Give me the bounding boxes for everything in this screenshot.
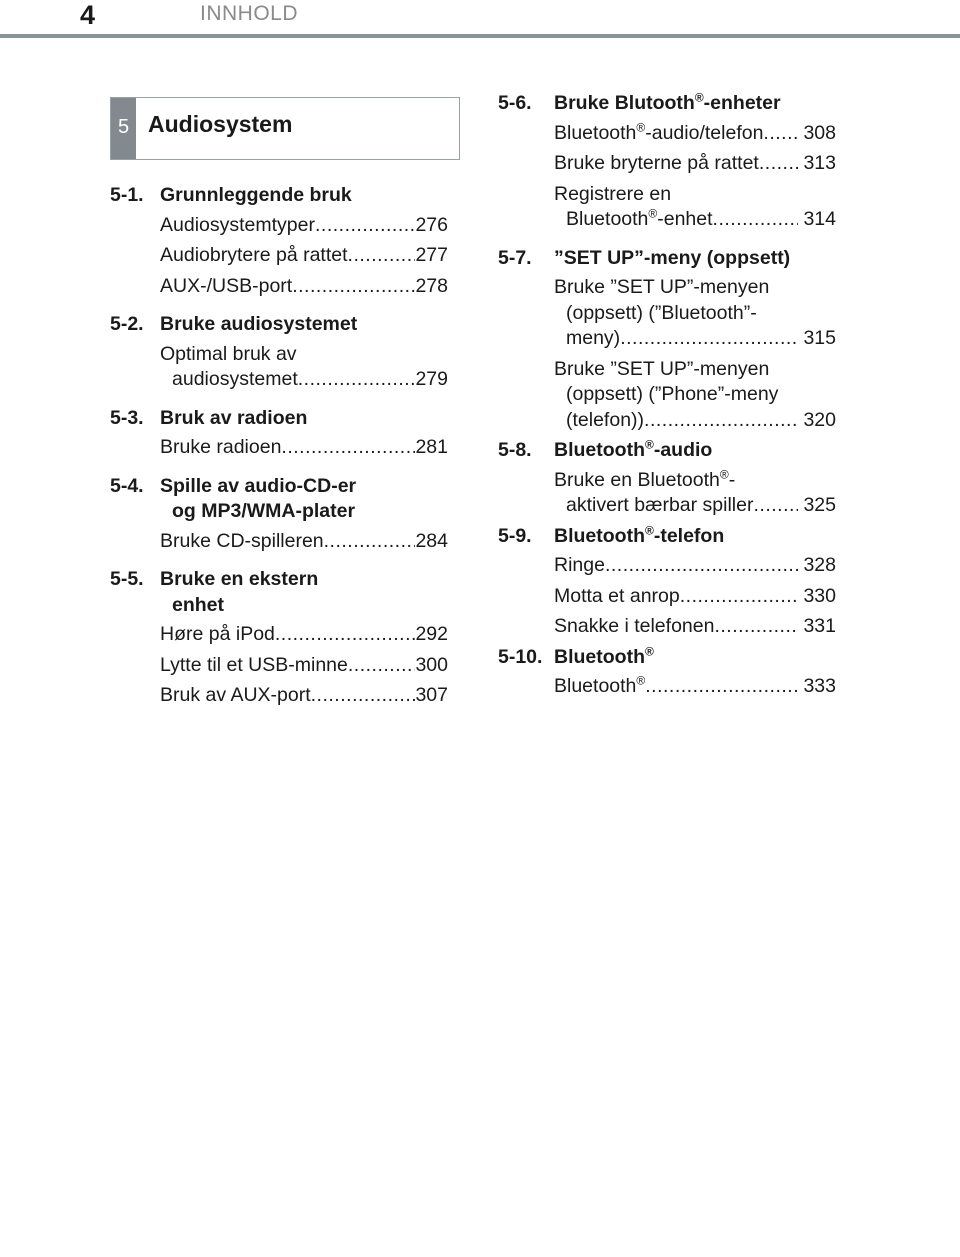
entry-page: 313	[803, 152, 836, 174]
dot-leader	[348, 653, 416, 679]
toc-entry[interactable]	[498, 468, 836, 519]
chapter-title: Grunnleggende bruk	[160, 184, 352, 206]
entry-title: Bruke bryterne på rattet	[554, 152, 759, 174]
entry-title: Snakke i telefonen	[554, 615, 715, 637]
dot-leader	[281, 435, 415, 461]
entry-page: 328	[803, 554, 836, 576]
entry-title-line: (oppsett) (”Bluetooth”-	[566, 301, 757, 324]
entry-title: meny)	[566, 327, 621, 349]
toc-entry[interactable]	[110, 653, 448, 679]
chapter-title: Bruke audiosystemet	[160, 313, 358, 335]
registered-mark: ®	[644, 523, 654, 537]
toc-entry[interactable]	[498, 357, 836, 434]
dot-leader	[292, 274, 415, 300]
entry-page: 278	[415, 274, 448, 297]
chapter-title: ”SET UP”-meny (oppsett)	[554, 246, 791, 269]
entry-page: 308	[803, 121, 836, 144]
toc-chapter-5-5[interactable]	[110, 567, 448, 618]
page-header	[0, 0, 960, 40]
toc-entry[interactable]	[498, 151, 836, 177]
dot-leader	[714, 614, 798, 640]
entry-title: Bruke CD-spilleren	[160, 529, 324, 552]
toc-chapter-5-6[interactable]	[498, 91, 836, 117]
entry-page: 315	[803, 327, 836, 349]
section-title: Audiosystem	[148, 111, 293, 137]
entry-title: Bluetooth	[554, 121, 637, 144]
toc-entry[interactable]	[498, 553, 836, 579]
chapter-number: 5-10.	[498, 645, 543, 668]
chapter-title: Bluetooth	[554, 439, 645, 461]
dot-leader	[759, 151, 799, 177]
section-heading-box	[110, 97, 460, 160]
entry-title: audiosystemet	[172, 368, 298, 390]
dot-leader	[324, 529, 416, 555]
page-number: 4	[80, 0, 96, 30]
toc-entry[interactable]	[498, 674, 836, 700]
entry-page: 277	[415, 244, 448, 266]
toc-entry[interactable]	[110, 213, 448, 239]
dot-leader	[348, 243, 416, 269]
toc-chapter-5-3[interactable]	[110, 406, 448, 432]
chapter-number: 5-3.	[110, 406, 144, 429]
chapter-title: Bluetooth	[554, 524, 645, 547]
entry-title-line: Registrere en	[554, 182, 672, 205]
dot-leader	[311, 683, 416, 709]
entry-title: Motta et anrop	[554, 584, 680, 607]
entry-title: Audiobrytere på rattet	[160, 244, 348, 266]
dot-leader	[298, 367, 416, 393]
entry-page: 333	[803, 675, 836, 697]
chapter-number: 5-7.	[498, 246, 532, 269]
toc-entry[interactable]	[498, 614, 836, 640]
entry-page: 281	[415, 436, 448, 458]
toc-chapter-5-2[interactable]	[110, 312, 448, 338]
entry-title-line: Bruke ”SET UP”-menyen	[554, 276, 770, 298]
entry-page: 292	[415, 623, 448, 645]
chapter-title: Bruke en ekstern	[160, 568, 319, 590]
entry-title: Audiosystemtyper	[160, 213, 315, 236]
dot-leader	[620, 326, 798, 352]
dot-leader	[315, 213, 415, 239]
entry-title-line: Optimal bruk av	[160, 342, 297, 365]
toc-entry[interactable]	[498, 275, 836, 352]
toc-left-column	[110, 183, 448, 714]
toc-chapter-5-9[interactable]	[498, 524, 836, 550]
chapter-title-cont: og MP3/WMA-plater	[172, 500, 356, 522]
chapter-title-suffix: -telefon	[653, 524, 725, 547]
entry-title: Høre på iPod	[160, 623, 275, 645]
toc-chapter-5-8[interactable]	[498, 438, 836, 464]
chapter-number: 5-2.	[110, 313, 144, 335]
entry-page: 307	[415, 684, 448, 706]
registered-mark: ®	[636, 120, 646, 134]
toc-entry[interactable]	[498, 121, 836, 147]
chapter-number: 5-8.	[498, 439, 532, 461]
entry-page: 330	[803, 584, 836, 607]
entry-title: aktivert bærbar spiller	[566, 494, 754, 516]
chapter-title-suffix: -enheter	[703, 92, 781, 114]
registered-mark: ®	[644, 644, 654, 658]
dot-leader	[713, 207, 799, 233]
chapter-title: Bruk av radioen	[160, 406, 308, 429]
toc-right-column	[498, 91, 836, 705]
toc-entry[interactable]	[498, 182, 836, 233]
entry-title: Bruk av AUX-port	[160, 684, 311, 706]
entry-title: AUX-/USB-port	[160, 274, 293, 297]
entry-title: Bruke radioen	[160, 436, 282, 458]
entry-title-suffix: -enhet	[657, 208, 713, 230]
chapter-number: 5-4.	[110, 474, 144, 497]
chapter-title-suffix: -audio	[653, 439, 713, 461]
toc-entry[interactable]	[110, 622, 448, 648]
chapter-title: Bluetooth	[554, 645, 645, 668]
dot-leader	[644, 408, 798, 434]
toc-entry[interactable]	[110, 529, 448, 555]
registered-mark: ®	[719, 467, 729, 481]
entry-title-suffix: -audio/telefon	[645, 121, 764, 144]
entry-title: Bluetooth	[554, 675, 637, 697]
toc-chapter-5-10[interactable]	[498, 645, 836, 671]
chapter-number: 5-9.	[498, 524, 532, 547]
registered-mark: ®	[648, 206, 658, 221]
dot-leader	[680, 584, 799, 610]
chapter-title: Spille av audio-CD-er	[160, 474, 357, 497]
entry-page: 331	[803, 615, 836, 637]
header-title: INNHOLD	[200, 2, 299, 25]
toc-entry[interactable]	[110, 683, 448, 709]
entry-page: 276	[415, 213, 448, 236]
dot-leader	[645, 674, 798, 700]
entry-title-line: (oppsett) (”Phone”-meny	[566, 383, 779, 405]
toc-chapter-5-1[interactable]	[110, 183, 448, 209]
section-number-tab: 5	[111, 98, 136, 159]
chapter-title-cont: enhet	[172, 593, 225, 616]
entry-page: 314	[803, 208, 836, 230]
chapter-number: 5-5.	[110, 568, 144, 590]
dot-leader	[763, 121, 798, 147]
entry-page: 279	[415, 368, 448, 390]
toc-entry[interactable]	[498, 584, 836, 610]
entry-title: Lytte til et USB-minne	[160, 653, 348, 676]
header-divider	[0, 34, 960, 38]
registered-mark: ®	[694, 90, 704, 105]
toc-entry[interactable]	[110, 274, 448, 300]
toc-entry[interactable]	[110, 342, 448, 393]
entry-title: Ringe	[554, 554, 605, 576]
entry-page: 284	[415, 529, 448, 552]
entry-title-line: Bruke ”SET UP”-menyen	[554, 357, 770, 380]
chapter-title: Bruke Blutooth	[554, 92, 695, 114]
entry-title: Bluetooth	[566, 208, 649, 230]
registered-mark: ®	[636, 673, 646, 688]
entry-page: 320	[803, 408, 836, 431]
entry-title: (telefon))	[566, 408, 645, 431]
toc-chapter-5-7[interactable]	[498, 246, 836, 272]
entry-title-line: Bruke en Bluetooth	[554, 468, 720, 491]
entry-page: 325	[803, 494, 836, 516]
toc-entry[interactable]	[110, 243, 448, 269]
entry-page: 300	[415, 653, 448, 676]
entry-title-hyphen: -	[728, 468, 736, 491]
toc-chapter-5-4[interactable]	[110, 474, 448, 525]
toc-entry[interactable]	[110, 435, 448, 461]
chapter-number: 5-1.	[110, 184, 144, 206]
dot-leader	[605, 553, 799, 579]
dot-leader	[275, 622, 416, 648]
registered-mark: ®	[644, 437, 654, 452]
chapter-number: 5-6.	[498, 92, 532, 114]
dot-leader	[753, 493, 798, 519]
